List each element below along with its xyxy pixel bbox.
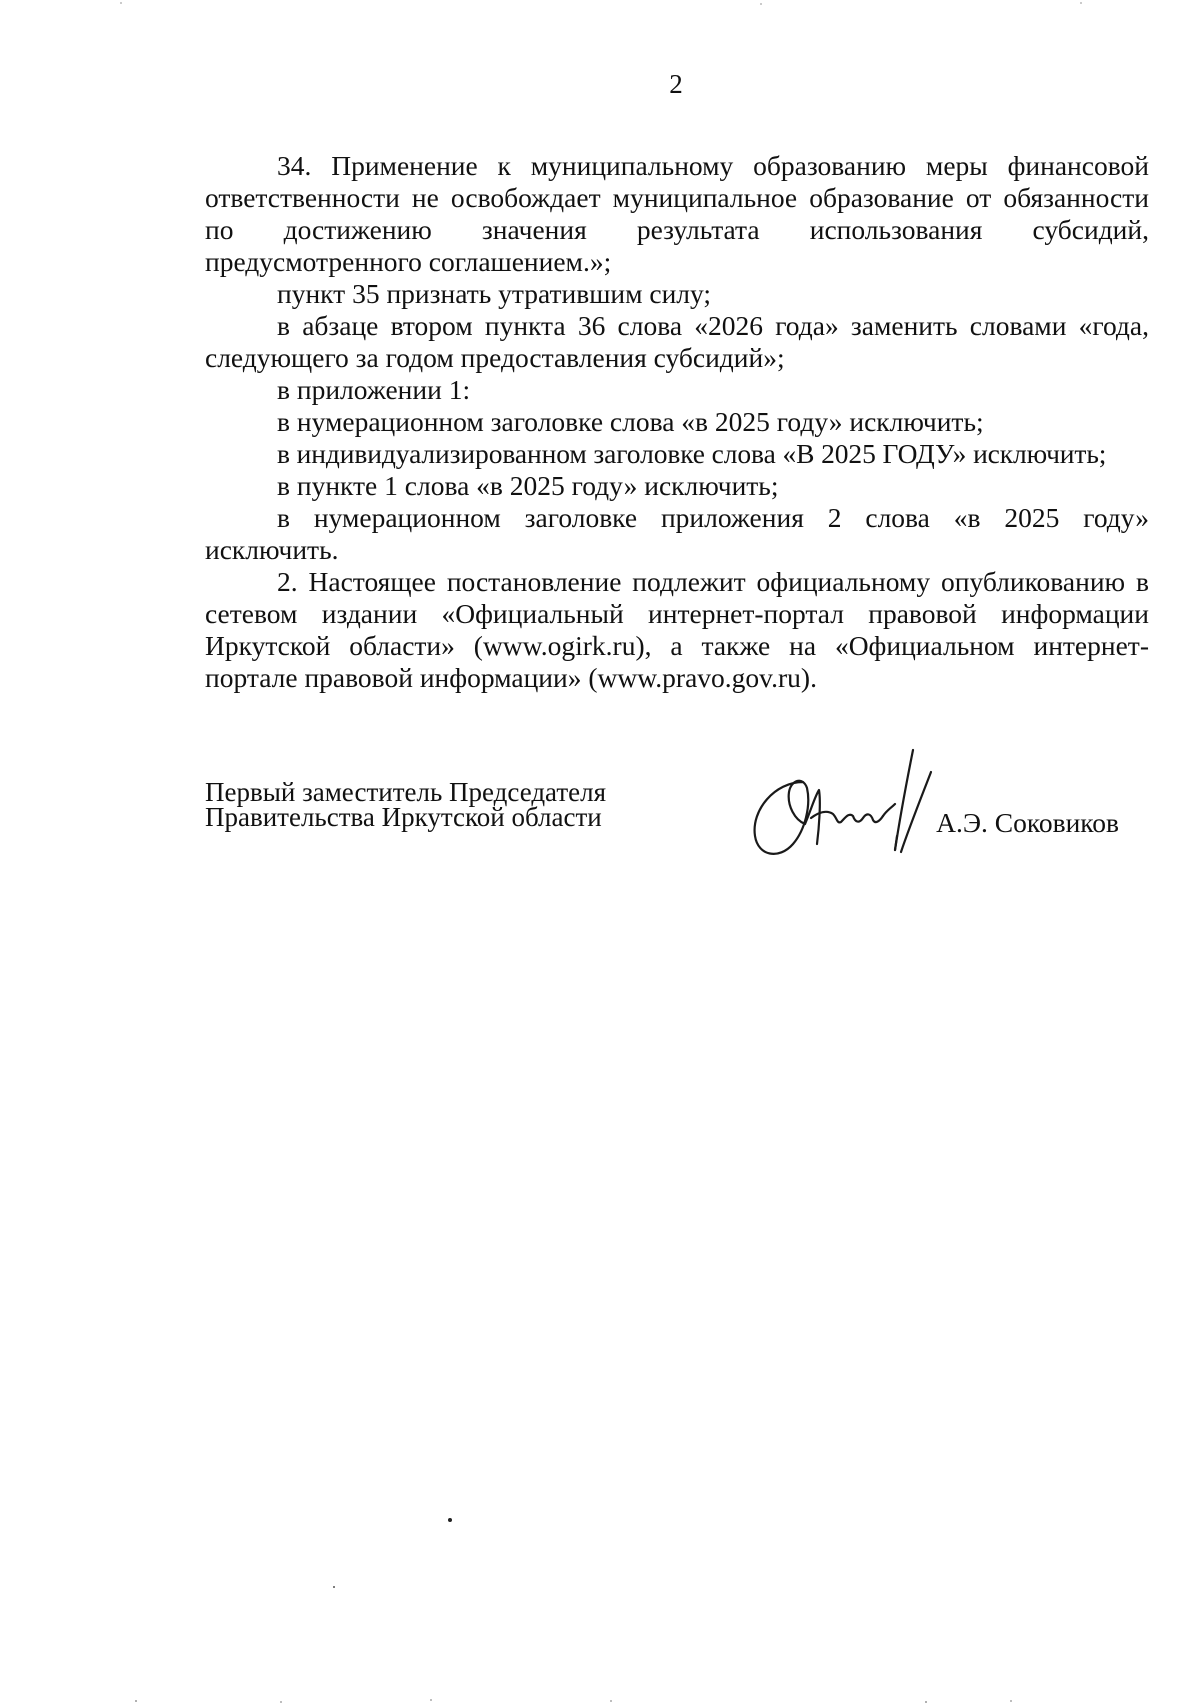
scan-speck [925,1701,927,1703]
scan-speck [610,1700,612,1702]
paragraph-appendix-1: в приложении 1: [277,374,471,405]
paragraph-appendix-2: в нумерационном заголовке приложения 2 слова «в 2025 году» исключить. [205,502,1149,565]
signatory-title-line-2: Правительства Иркутской области [205,802,602,832]
paragraph-item-35: пункт 35 признать утратившим силу; [277,278,712,309]
scan-speck [1080,2,1082,4]
scan-speck [280,1701,282,1703]
scan-speck [430,1699,432,1701]
handwritten-signature [745,732,935,872]
scan-speck [333,1586,335,1588]
paragraph-publication: 2. Настоящее постановление подлежит официальному опубликованию в сетевом издании «Официальный интернет-портал правовой информации Иркутской области» (www.ogirk.ru), а также на «Официальном интернет-портале правовой информации» (www.pravo.gov.ru). [205,566,1149,693]
signatory-title-line-1: Первый заместитель Председателя [205,777,607,807]
scan-speck [135,1700,137,1702]
scan-speck [448,1518,452,1522]
paragraph-item-36: в абзаце втором пункта 36 слова «2026 года» заменить словами «года, следующего за годом предоставления субсидий»; [205,310,1149,373]
paragraph-numbering-heading: в нумерационном заголовке слова «в 2025 году» исключить; [277,406,984,437]
paragraph-34: 34. Применение к муниципальному образованию меры финансовой ответственности не освобождает муниципальное образование от обязанности по достижению значения результата использования субсидий, предусмотренного соглашением.»; [205,150,1149,277]
scan-speck [1010,1700,1012,1702]
scan-speck [760,3,762,5]
signatory-name: А.Э. Соковиков [936,807,1119,838]
paragraph-point-1: в пункте 1 слова «в 2025 году» исключить; [277,470,779,501]
signature-block [205,770,1149,870]
scan-speck [120,2,122,4]
document-body [205,150,1149,694]
signatory-title [205,777,607,832]
page-number: 2 [669,69,683,99]
paragraph-individual-heading: в индивидуализированном заголовке слова «В 2025 ГОДУ» исключить; [277,438,1107,469]
